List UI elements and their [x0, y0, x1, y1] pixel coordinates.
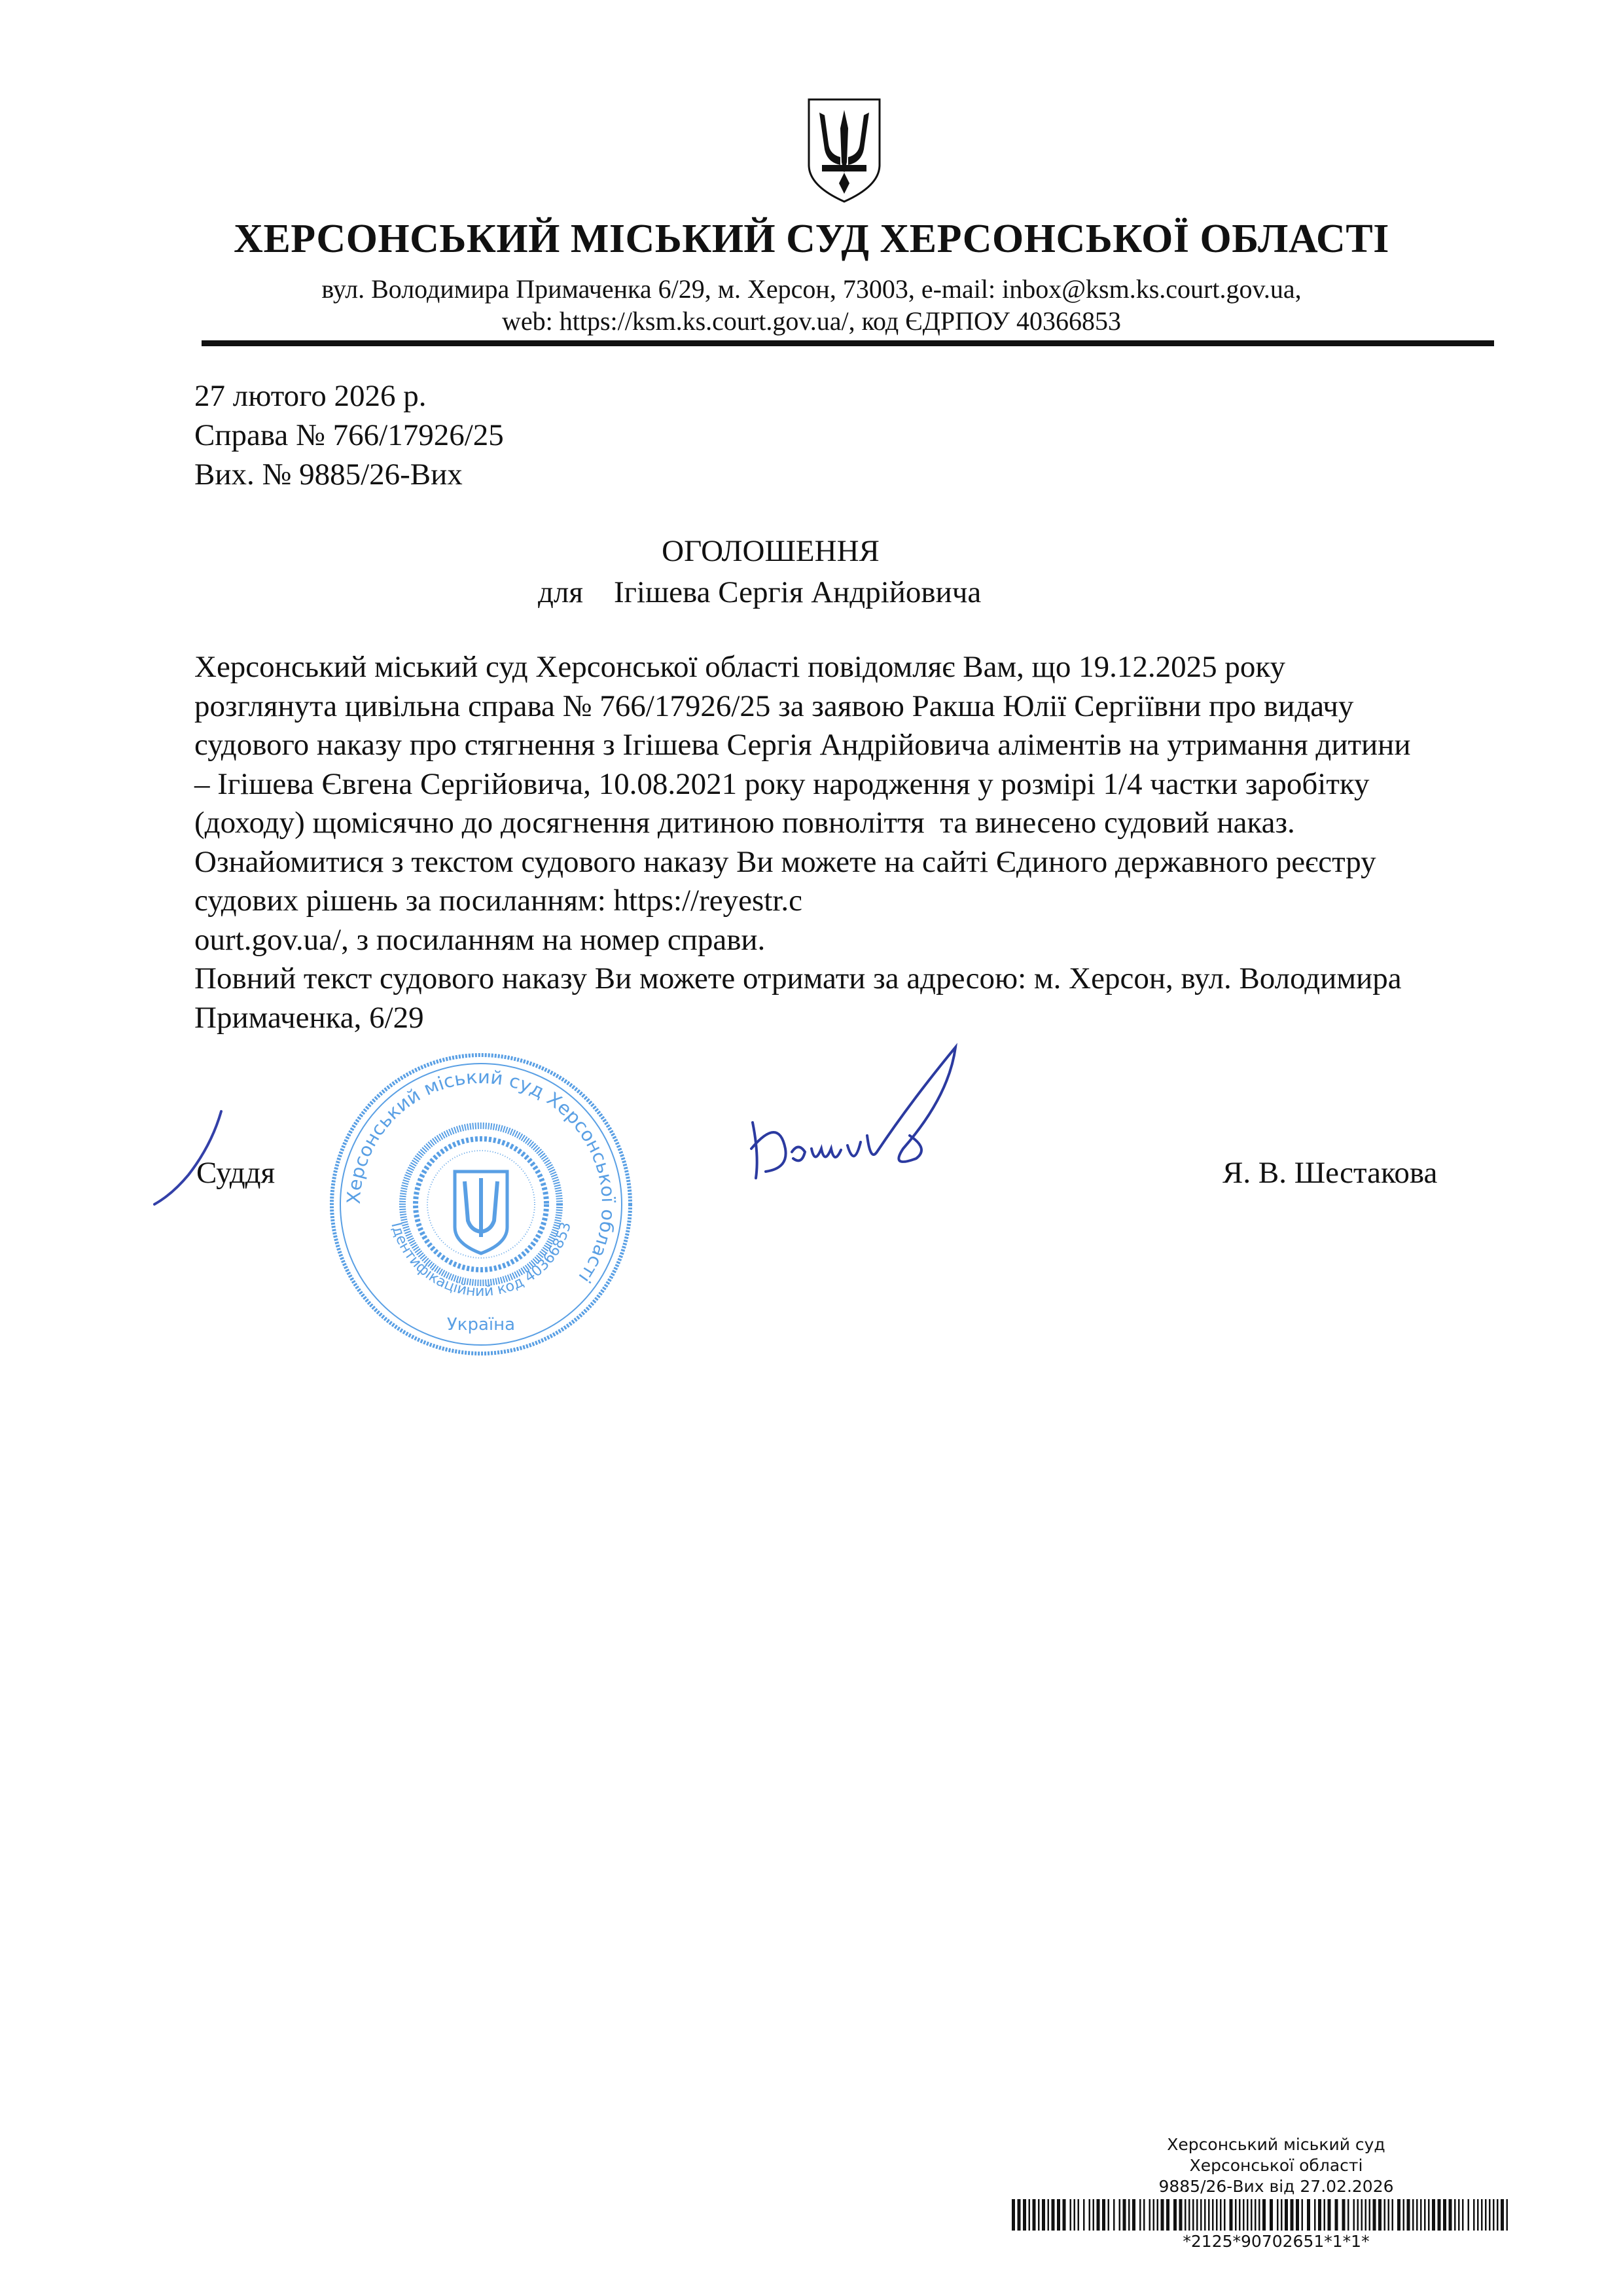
- barcode-bar: [1157, 2199, 1159, 2231]
- barcode-bar: [1342, 2199, 1346, 2231]
- court-address: вул. Володимира Примаченка 6/29, м. Херсон, 73003, e-mail: inbox@ksm.ks.court.gov.ua,: [321, 274, 1302, 304]
- barcode-bar: [1314, 2199, 1316, 2231]
- barcode-bar: [1291, 2199, 1294, 2231]
- barcode-bar: [1468, 2199, 1470, 2231]
- barcode-bar: [1497, 2199, 1499, 2231]
- barcode-bar: [1224, 2199, 1226, 2231]
- barcode-bar: [1296, 2199, 1299, 2231]
- barcode-bar: [1493, 2199, 1495, 2231]
- barcode-bar: [1038, 2199, 1040, 2231]
- barcode-bar: [1481, 2199, 1483, 2231]
- barcode-bar: [1416, 2199, 1418, 2231]
- stamp-outer-text: Херсонський міський суд Херсонської області: [342, 1066, 620, 1287]
- body-line: Ознайомитися з текстом судового наказу Ви можете на сайті Єдиного державного реєстру: [194, 844, 1376, 879]
- barcode-bar: [1347, 2199, 1349, 2231]
- barcode-bar: [1063, 2199, 1066, 2231]
- barcode-number: *2125*90702651*1*1*: [1183, 2232, 1370, 2251]
- barcode-bar: [1119, 2199, 1121, 2231]
- barcode-bar: [1353, 2199, 1355, 2231]
- barcode-bar: [1192, 2199, 1194, 2231]
- barcode-bar: [1485, 2199, 1487, 2231]
- barcode-bar: [1220, 2199, 1222, 2231]
- barcode-bar: [1458, 2199, 1460, 2231]
- barcode-bar: [1029, 2199, 1031, 2231]
- body-line: розглянута цивільна справа № 766/17926/25 за заявою Ракша Юлії Сергіївни про видачу: [194, 689, 1354, 723]
- barcode-bar: [1397, 2199, 1400, 2231]
- barcode-bar: [1507, 2199, 1508, 2231]
- barcode-bar: [1403, 2199, 1405, 2231]
- barcode-bar: [1057, 2199, 1060, 2231]
- body-line: (доходу) щомісячно до досягнення дитиною повноліття та винесено судовий наказ.: [194, 806, 1295, 840]
- barcode-bar: [1012, 2199, 1015, 2231]
- barcode-bar: [1023, 2199, 1026, 2231]
- barcode-bar: [1149, 2199, 1151, 2231]
- notice-body: [194, 648, 1410, 1037]
- barcode-bar: [1083, 2199, 1085, 2231]
- barcode-bar: [1208, 2199, 1210, 2231]
- barcode-bar: [1412, 2199, 1414, 2231]
- registration-number-date: 9885/26-Вих від 27.02.2026: [1158, 2177, 1394, 2196]
- barcode-bar: [1128, 2199, 1130, 2231]
- barcode-bar: [1185, 2199, 1186, 2231]
- barcode-bar: [1407, 2199, 1410, 2231]
- court-seal-stamp: [324, 1047, 638, 1361]
- barcode-bar: [1373, 2199, 1376, 2231]
- judge-name: Я. В. Шестакова: [1222, 1156, 1438, 1190]
- barcode-bar: [1113, 2199, 1115, 2231]
- barcode-bar: [1477, 2199, 1479, 2231]
- barcode-bar: [1378, 2199, 1382, 2231]
- barcode-bar: [1042, 2199, 1045, 2231]
- barcode-bar: [1454, 2199, 1456, 2231]
- barcode-bar: [1247, 2199, 1249, 2231]
- barcode-bar: [1281, 2199, 1283, 2231]
- barcode-bar: [1018, 2199, 1021, 2231]
- barcode-bar: [1270, 2199, 1273, 2231]
- barcode-bar: [1033, 2199, 1036, 2231]
- registration-barcode: [1012, 2199, 1512, 2231]
- barcode-bar: [1143, 2199, 1145, 2231]
- body-line: Повний текст судового наказу Ви можете отримати за адресою: м. Херсон, вул. Володимира: [194, 961, 1402, 996]
- court-web-and-code: web: https://ksm.ks.court.gov.ua/, код ЄДРПОУ 40366853: [502, 306, 1121, 336]
- barcode-bar: [1258, 2199, 1260, 2231]
- barcode-bar: [1089, 2199, 1091, 2231]
- barcode-bar: [1251, 2199, 1253, 2231]
- barcode-bar: [1196, 2199, 1198, 2231]
- barcode-bar: [1216, 2199, 1218, 2231]
- barcode-bar: [1428, 2199, 1430, 2231]
- document-date: 27 лютого 2026 р.: [194, 379, 427, 413]
- stamp-country-text: Україна: [446, 1315, 516, 1335]
- header-divider: [202, 340, 1494, 346]
- barcode-bar: [1052, 2199, 1055, 2231]
- barcode-bar: [1102, 2199, 1105, 2231]
- barcode-bar: [1070, 2199, 1072, 2231]
- barcode-bar: [1235, 2199, 1237, 2231]
- body-line: Херсонський міський суд Херсонської області повідомляє Вам, що 19.12.2025 року: [194, 650, 1286, 684]
- barcode-bar: [1384, 2199, 1386, 2231]
- barcode-bar: [1173, 2199, 1177, 2231]
- registration-court: Херсонський міський суд: [1167, 2135, 1385, 2154]
- barcode-bar: [1132, 2199, 1135, 2231]
- ukraine-trident-icon: [804, 97, 885, 204]
- barcode-bar: [1108, 2199, 1110, 2231]
- barcode-bar: [1200, 2199, 1202, 2231]
- barcode-bar: [1365, 2199, 1367, 2231]
- notice-heading: ОГОЛОШЕННЯ: [662, 534, 880, 568]
- barcode-bar: [1462, 2199, 1464, 2231]
- court-name-title: ХЕРСОНСЬКИЙ МІСЬКИЙ СУД ХЕРСОНСЬКОЇ ОБЛАСТІ: [234, 217, 1389, 261]
- barcode-bar: [1318, 2199, 1321, 2231]
- barcode-bar: [1262, 2199, 1266, 2231]
- barcode-bar: [1443, 2199, 1446, 2231]
- barcode-bar: [1438, 2199, 1441, 2231]
- barcode-bar: [1188, 2199, 1190, 2231]
- registration-region: Херсонської області: [1189, 2156, 1363, 2175]
- barcode-bar: [1153, 2199, 1155, 2231]
- barcode-bar: [1489, 2199, 1491, 2231]
- barcode-bar: [1166, 2199, 1169, 2231]
- barcode-bar: [1078, 2199, 1080, 2231]
- barcode-bar: [1328, 2199, 1331, 2231]
- barcode-bar: [1093, 2199, 1095, 2231]
- barcode-bar: [1179, 2199, 1183, 2231]
- body-line: судового наказу про стягнення з Ігішева Сергія Андрійовича аліментів на утримання дитини: [194, 728, 1411, 762]
- barcode-bar: [1324, 2199, 1326, 2231]
- barcode-bar: [1243, 2199, 1245, 2231]
- barcode-bar: [1074, 2199, 1076, 2231]
- barcode-bar: [1285, 2199, 1288, 2231]
- barcode-bar: [1424, 2199, 1426, 2231]
- barcode-bar: [1388, 2199, 1390, 2231]
- body-line: ourt.gov.ua/, з посиланням на номер справи.: [194, 922, 766, 957]
- barcode-bar: [1123, 2199, 1126, 2231]
- barcode-bar: [1255, 2199, 1257, 2231]
- barcode-bar: [1361, 2199, 1363, 2231]
- barcode-bar: [1204, 2199, 1206, 2231]
- barcode-bar: [1369, 2199, 1371, 2231]
- barcode-bar: [1239, 2199, 1241, 2231]
- barcode-bar: [1449, 2199, 1452, 2231]
- barcode-bar: [1097, 2199, 1100, 2231]
- barcode-bar: [1432, 2199, 1435, 2231]
- barcode-bar: [1048, 2199, 1050, 2231]
- body-line: Примаченка, 6/29: [194, 1000, 424, 1035]
- barcode-bar: [1212, 2199, 1214, 2231]
- barcode-bar: [1139, 2199, 1141, 2231]
- barcode-bar: [1302, 2199, 1304, 2231]
- barcode-bar: [1335, 2199, 1338, 2231]
- judge-signature: [740, 1037, 988, 1194]
- judge-role-label: Суддя: [196, 1156, 276, 1190]
- case-number: Справа № 766/17926/25: [194, 418, 504, 452]
- notice-addressee: для Ігішева Сергія Андрійовича: [538, 575, 982, 609]
- barcode-bar: [1357, 2199, 1359, 2231]
- barcode-bar: [1161, 2199, 1164, 2231]
- stamp-inner-text: Ідентифікаційний код 40366853: [387, 1220, 575, 1300]
- body-line: судових рішень за посиланням: https://reyestr.c: [194, 884, 803, 918]
- barcode-bar: [1392, 2199, 1394, 2231]
- barcode-bar: [1420, 2199, 1422, 2231]
- barcode-bar: [1473, 2199, 1475, 2231]
- barcode-bar: [1230, 2199, 1233, 2231]
- barcode-bar: [1277, 2199, 1279, 2231]
- body-line: – Ігішева Євгена Сергійовича, 10.08.2021 року народження у розмірі 1/4 частки заробітку: [194, 766, 1370, 801]
- barcode-bar: [1307, 2199, 1310, 2231]
- outgoing-number: Вих. № 9885/26-Вих: [194, 457, 463, 492]
- barcode-bar: [1501, 2199, 1504, 2231]
